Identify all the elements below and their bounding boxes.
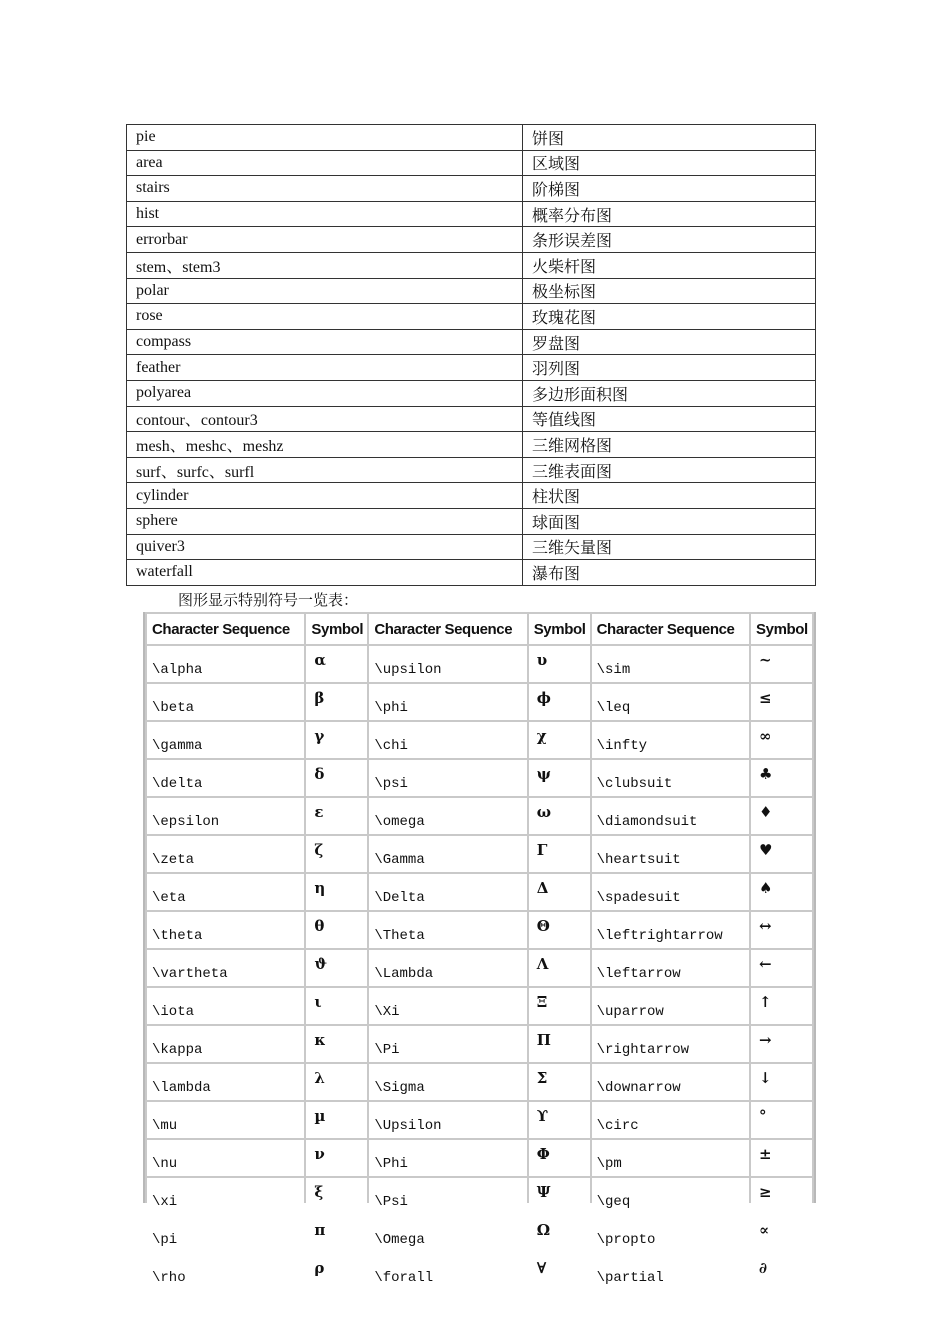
- sequence-cell: \iota: [147, 988, 304, 1024]
- function-name: pie: [127, 125, 523, 151]
- sequence-cell: \pi: [147, 1216, 304, 1252]
- column-header-sequence: Character Sequence: [592, 614, 749, 644]
- sequence-cell: \gamma: [147, 722, 304, 758]
- symbol-cell: Φ: [529, 1140, 590, 1176]
- function-description: 玫瑰花图: [523, 304, 816, 330]
- table-row: [147, 988, 812, 1024]
- table-row: [127, 457, 816, 483]
- function-description: 三维矢量图: [523, 534, 816, 560]
- table-row: [147, 1026, 812, 1062]
- table-row: [127, 278, 816, 304]
- symbol-cell: ι: [306, 988, 367, 1024]
- function-name: quiver3: [127, 534, 523, 560]
- table-row: [127, 534, 816, 560]
- symbol-cell: ψ: [529, 760, 590, 796]
- symbol-cell: ♠: [751, 874, 812, 910]
- symbol-cell: ♥: [751, 836, 812, 872]
- symbol-cell: β: [306, 684, 367, 720]
- function-name: feather: [127, 355, 523, 381]
- symbol-cell: λ: [306, 1064, 367, 1100]
- sequence-cell: \sim: [592, 646, 749, 682]
- table-row: [147, 1064, 812, 1100]
- function-name: compass: [127, 329, 523, 355]
- sequence-cell: \Psi: [369, 1178, 526, 1214]
- sequence-cell: \epsilon: [147, 798, 304, 834]
- sequence-cell: \Lambda: [369, 950, 526, 986]
- column-header-sequence: Character Sequence: [369, 614, 526, 644]
- symbol-cell: °: [751, 1102, 812, 1138]
- function-description: 概率分布图: [523, 201, 816, 227]
- table-row: [127, 150, 816, 176]
- function-name: contour、contour3: [127, 406, 523, 432]
- sequence-cell: \alpha: [147, 646, 304, 682]
- column-header-sequence: Character Sequence: [147, 614, 304, 644]
- sequence-cell: \geq: [592, 1178, 749, 1214]
- sequence-cell: \nu: [147, 1140, 304, 1176]
- function-name: stem、stem3: [127, 252, 523, 278]
- sequence-cell: \zeta: [147, 836, 304, 872]
- table-row: [147, 1254, 812, 1290]
- table-row: [127, 483, 816, 509]
- table-row: [147, 646, 812, 682]
- function-description: 柱状图: [523, 483, 816, 509]
- table-row: [127, 355, 816, 381]
- function-name: cylinder: [127, 483, 523, 509]
- symbol-cell: ∀: [529, 1254, 590, 1290]
- function-name: hist: [127, 201, 523, 227]
- symbol-cell: ∂: [751, 1254, 812, 1290]
- sequence-cell: \Xi: [369, 988, 526, 1024]
- symbol-cell: ϑ: [306, 950, 367, 986]
- symbol-cell: ξ: [306, 1178, 367, 1214]
- column-header-symbol: Symbol: [306, 614, 367, 644]
- plot-function-table: [126, 124, 816, 586]
- table-row: [147, 950, 812, 986]
- sequence-cell: \kappa: [147, 1026, 304, 1062]
- table-row: [147, 1178, 812, 1214]
- symbol-cell: ♦: [751, 798, 812, 834]
- sequence-cell: \Gamma: [369, 836, 526, 872]
- sequence-cell: \eta: [147, 874, 304, 910]
- symbol-cell: Ψ: [529, 1178, 590, 1214]
- symbol-cell: ←: [751, 950, 812, 986]
- function-description: 区域图: [523, 150, 816, 176]
- sequence-cell: \leftrightarrow: [592, 912, 749, 948]
- sequence-cell: \Delta: [369, 874, 526, 910]
- table-row: [127, 432, 816, 458]
- table-row: [127, 252, 816, 278]
- sequence-cell: \leftarrow: [592, 950, 749, 986]
- table-row: [147, 1140, 812, 1176]
- function-name: rose: [127, 304, 523, 330]
- column-header-symbol: Symbol: [751, 614, 812, 644]
- table-row: [127, 176, 816, 202]
- symbol-cell: ω: [529, 798, 590, 834]
- table-row: [127, 508, 816, 534]
- sequence-cell: \downarrow: [592, 1064, 749, 1100]
- function-name: polar: [127, 278, 523, 304]
- symbol-cell: π: [306, 1216, 367, 1252]
- sequence-cell: \delta: [147, 760, 304, 796]
- sequence-cell: \theta: [147, 912, 304, 948]
- sequence-cell: \vartheta: [147, 950, 304, 986]
- table-row: [127, 329, 816, 355]
- table-row: [127, 125, 816, 151]
- sequence-cell: \infty: [592, 722, 749, 758]
- function-name: polyarea: [127, 380, 523, 406]
- symbol-cell: ν: [306, 1140, 367, 1176]
- table-row: [127, 406, 816, 432]
- function-name: errorbar: [127, 227, 523, 253]
- symbol-cell: ~: [751, 646, 812, 682]
- function-description: 火柴杆图: [523, 252, 816, 278]
- sequence-cell: \propto: [592, 1216, 749, 1252]
- sequence-cell: \Sigma: [369, 1064, 526, 1100]
- sequence-cell: \spadesuit: [592, 874, 749, 910]
- symbol-table: [145, 612, 814, 1292]
- function-description: 瀑布图: [523, 560, 816, 586]
- column-header-symbol: Symbol: [529, 614, 590, 644]
- sequence-cell: \diamondsuit: [592, 798, 749, 834]
- symbol-cell: Π: [529, 1026, 590, 1062]
- symbol-cell: χ: [529, 722, 590, 758]
- symbol-cell: Ξ: [529, 988, 590, 1024]
- function-description: 条形误差图: [523, 227, 816, 253]
- function-description: 罗盘图: [523, 329, 816, 355]
- table-row: [127, 227, 816, 253]
- sequence-cell: \lambda: [147, 1064, 304, 1100]
- sequence-cell: \Phi: [369, 1140, 526, 1176]
- function-name: sphere: [127, 508, 523, 534]
- sequence-cell: \uparrow: [592, 988, 749, 1024]
- symbol-cell: ↓: [751, 1064, 812, 1100]
- symbol-cell: ∞: [751, 722, 812, 758]
- symbol-cell: α: [306, 646, 367, 682]
- symbol-cell: ρ: [306, 1254, 367, 1290]
- sequence-cell: \beta: [147, 684, 304, 720]
- symbol-cell: ♣: [751, 760, 812, 796]
- symbol-cell: ϕ: [529, 684, 590, 720]
- function-description: 球面图: [523, 508, 816, 534]
- function-description: 极坐标图: [523, 278, 816, 304]
- sequence-cell: \Omega: [369, 1216, 526, 1252]
- function-description: 饼图: [523, 125, 816, 151]
- symbol-cell: ↔: [751, 912, 812, 948]
- table-row: [147, 912, 812, 948]
- table-row: [147, 1102, 812, 1138]
- symbol-table-caption: 图形显示特别符号一览表：: [178, 591, 359, 609]
- symbol-cell: Σ: [529, 1064, 590, 1100]
- table-row: [127, 560, 816, 586]
- function-name: waterfall: [127, 560, 523, 586]
- function-description: 等值线图: [523, 406, 816, 432]
- symbol-cell: Θ: [529, 912, 590, 948]
- symbol-cell: θ: [306, 912, 367, 948]
- header-row: [147, 614, 812, 644]
- symbol-cell: ≥: [751, 1178, 812, 1214]
- function-name: mesh、meshc、meshz: [127, 432, 523, 458]
- table-row: [147, 722, 812, 758]
- table-row: [147, 760, 812, 796]
- sequence-cell: \xi: [147, 1178, 304, 1214]
- symbol-cell: ↑: [751, 988, 812, 1024]
- symbol-cell: υ: [529, 646, 590, 682]
- symbol-cell: ε: [306, 798, 367, 834]
- sequence-cell: \partial: [592, 1254, 749, 1290]
- table-row: [127, 201, 816, 227]
- sequence-cell: \Upsilon: [369, 1102, 526, 1138]
- sequence-cell: \forall: [369, 1254, 526, 1290]
- sequence-cell: \omega: [369, 798, 526, 834]
- symbol-cell: Ω: [529, 1216, 590, 1252]
- function-name: stairs: [127, 176, 523, 202]
- table-row: [127, 304, 816, 330]
- symbol-cell: ≤: [751, 684, 812, 720]
- sequence-cell: \leq: [592, 684, 749, 720]
- sequence-cell: \pm: [592, 1140, 749, 1176]
- sequence-cell: \psi: [369, 760, 526, 796]
- function-description: 三维网格图: [523, 432, 816, 458]
- function-description: 羽列图: [523, 355, 816, 381]
- function-description: 多边形面积图: [523, 380, 816, 406]
- sequence-cell: \upsilon: [369, 646, 526, 682]
- table-row: [147, 836, 812, 872]
- function-description: 三维表面图: [523, 457, 816, 483]
- symbol-cell: κ: [306, 1026, 367, 1062]
- function-name: area: [127, 150, 523, 176]
- symbol-cell: ±: [751, 1140, 812, 1176]
- table-row: [147, 798, 812, 834]
- symbol-cell: Δ: [529, 874, 590, 910]
- function-name: surf、surfc、surfl: [127, 457, 523, 483]
- sequence-cell: \heartsuit: [592, 836, 749, 872]
- table-row: [127, 380, 816, 406]
- symbol-table-body: [147, 646, 812, 1290]
- table-row: [147, 874, 812, 910]
- symbol-cell: ∝: [751, 1216, 812, 1252]
- sequence-cell: \phi: [369, 684, 526, 720]
- sequence-cell: \rho: [147, 1254, 304, 1290]
- sequence-cell: \chi: [369, 722, 526, 758]
- sequence-cell: \Pi: [369, 1026, 526, 1062]
- sequence-cell: \Theta: [369, 912, 526, 948]
- symbol-cell: η: [306, 874, 367, 910]
- symbol-cell: δ: [306, 760, 367, 796]
- symbol-cell: Γ: [529, 836, 590, 872]
- symbol-table-frame: [143, 612, 816, 1286]
- sequence-cell: \mu: [147, 1102, 304, 1138]
- symbol-cell: →: [751, 1026, 812, 1062]
- symbol-cell: ζ: [306, 836, 367, 872]
- sequence-cell: \circ: [592, 1102, 749, 1138]
- function-description: 阶梯图: [523, 176, 816, 202]
- sequence-cell: \clubsuit: [592, 760, 749, 796]
- symbol-cell: ϒ: [529, 1102, 590, 1138]
- symbol-cell: γ: [306, 722, 367, 758]
- table-row: [147, 684, 812, 720]
- symbol-cell: µ: [306, 1102, 367, 1138]
- table-row: [147, 1216, 812, 1252]
- sequence-cell: \rightarrow: [592, 1026, 749, 1062]
- symbol-cell: Λ: [529, 950, 590, 986]
